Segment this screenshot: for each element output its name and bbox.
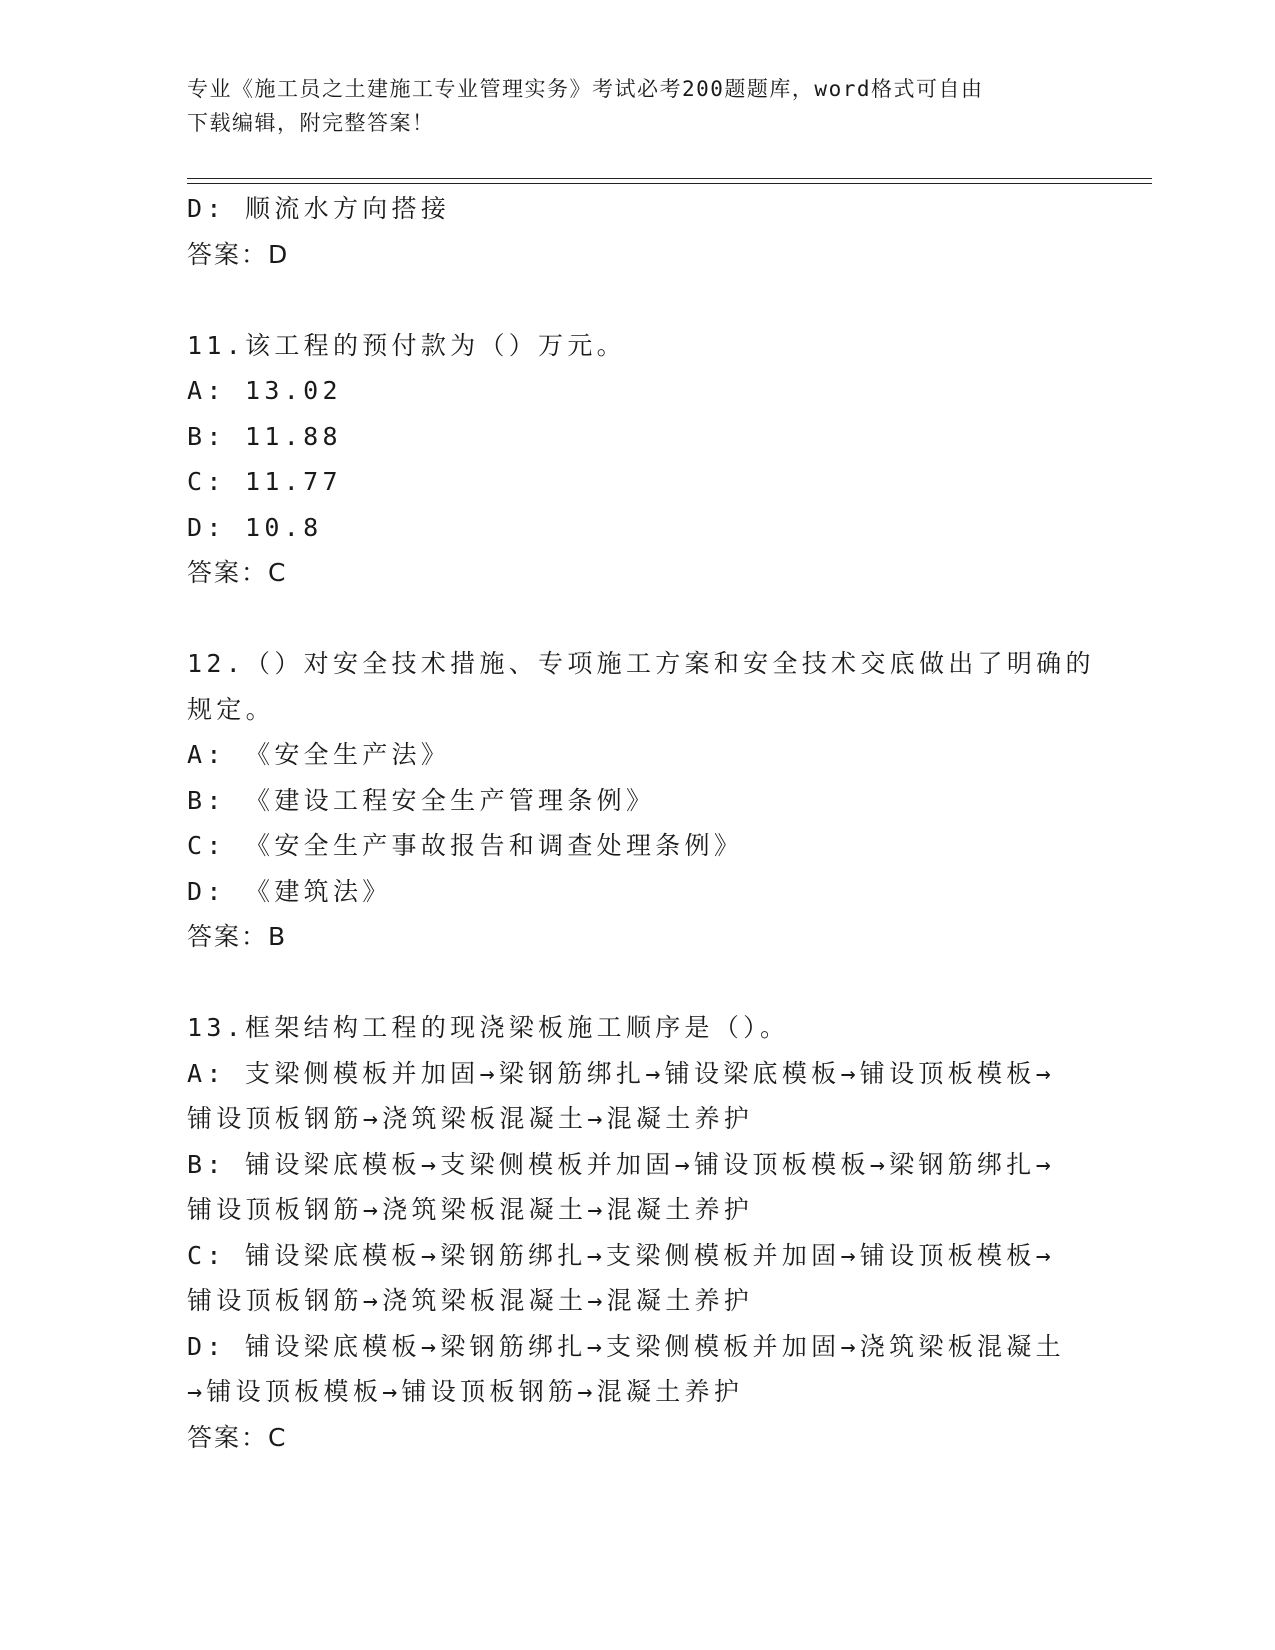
header-title-line-2: 下载编辑，附完整答案！ [187,111,435,135]
option-b-line-2: 铺设顶板钢筋→浇筑梁板混凝土→混凝土养护 [187,1195,754,1224]
option-c-line-1: C: 铺设梁底模板→梁钢筋绑扎→支梁侧模板并加固→铺设顶板模板→ [187,1240,1055,1270]
option-b: B: 《建设工程安全生产管理条例》 [187,785,656,815]
option-c: C: 11.77 [187,467,342,496]
question-stem-line-2: 规定。 [187,694,275,724]
option-d: D: 10.8 [187,512,323,542]
option-d: D: 《建筑法》 [187,876,392,906]
question-11 [187,323,1087,596]
page-header [187,72,1067,140]
answer-line: 答案：C [187,558,288,587]
option-b-line-1: B: 铺设梁底模板→支梁侧模板并加固→铺设顶板模板→梁钢筋绑扎→ [187,1149,1055,1179]
option-a-line-1: A: 支梁侧模板并加固→梁钢筋绑扎→铺设梁底模板→铺设顶板模板→ [187,1058,1055,1088]
question-12 [187,641,1095,960]
option-d-line-1: D: 铺设梁底模板→梁钢筋绑扎→支梁侧模板并加固→浇筑梁板混凝土 [187,1331,1065,1361]
spacer [187,960,1087,1006]
header-rule-top [187,178,1152,179]
question-stem: 11.该工程的预付款为（）万元。 [187,330,626,360]
question-13 [187,1005,1087,1460]
question-stem: 13.框架结构工程的现浇梁板施工顺序是（）。 [187,1013,790,1042]
answer-line: 答案：D [187,239,290,269]
option-b: B: 11.88 [187,421,342,451]
question-stem-line-1: 12.（）对安全技术措施、专项施工方案和安全技术交底做出了明确的 [187,649,1095,678]
option-a-line-2: 铺设顶板钢筋→浇筑梁板混凝土→混凝土养护 [187,1104,754,1133]
option-c: C: 《安全生产事故报告和调查处理条例》 [187,831,744,860]
option-c-line-2: 铺设顶板钢筋→浇筑梁板混凝土→混凝土养护 [187,1286,754,1315]
header-title-line-1: 专业《施工员之土建施工专业管理实务》考试必考200题题库，word格式可自由 [187,77,984,101]
option-a: A: 《安全生产法》 [187,740,451,769]
question-content [187,186,1095,1460]
answer-line: 答案：B [187,922,288,951]
spacer [187,596,1087,642]
option-d: D: 顺流水方向搭接 [187,194,451,223]
answer-line: 答案：C [187,1422,288,1452]
option-d-line-2: →铺设顶板模板→铺设顶板钢筋→混凝土养护 [187,1377,744,1406]
spacer [187,277,1087,323]
option-a: A: 13.02 [187,376,342,405]
header-rule-bottom [187,183,1152,184]
